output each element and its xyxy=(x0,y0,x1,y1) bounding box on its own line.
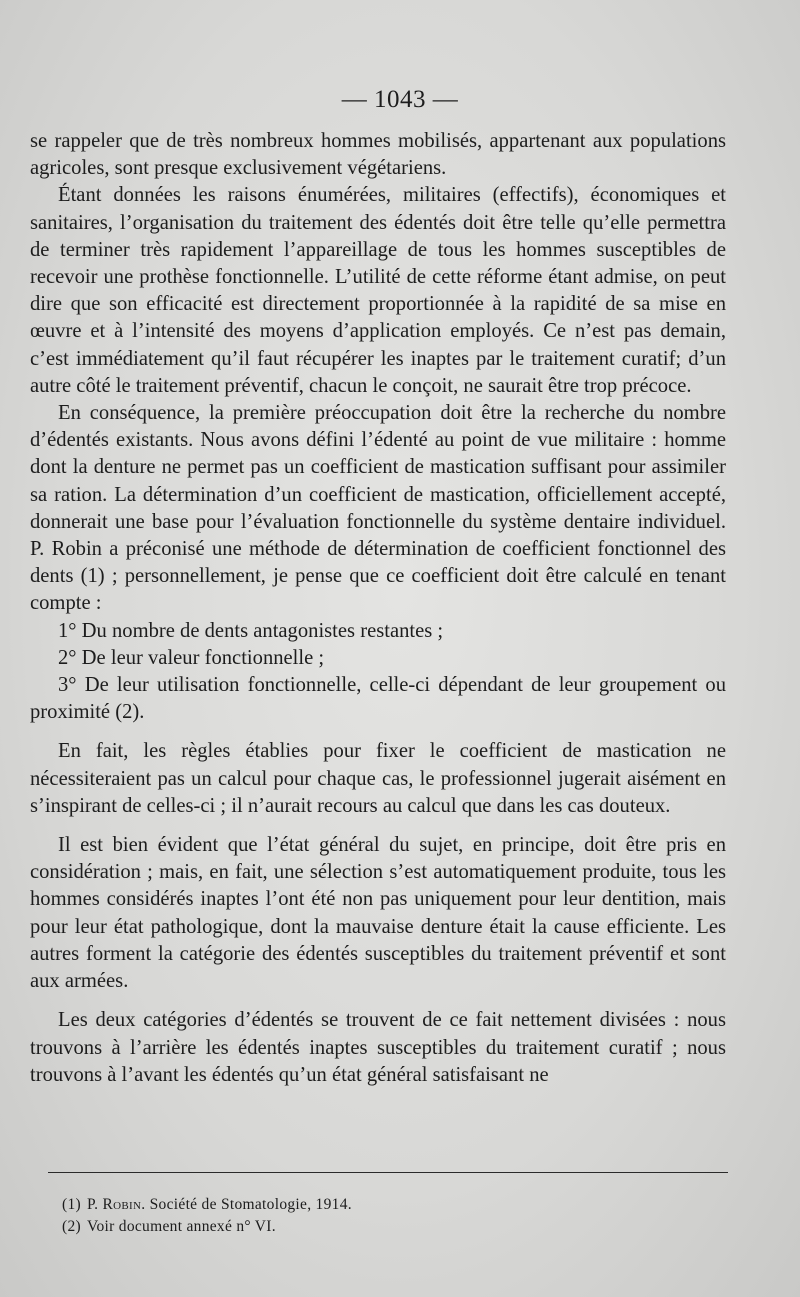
footnote-text: Voir document annexé n° VI. xyxy=(86,1218,276,1235)
footnote-2 xyxy=(62,1216,722,1238)
paragraph-regles: En fait, les règles établies pour fixer le coefficient de mastication ne nécessiteraient pas un calcul pour chaque cas, le professionnel jugerait aisément en s’inspirant de celles-ci ; il n’aurait recours au calcul que dans les cas douteux. xyxy=(30,740,726,817)
footnote-mark: (1) xyxy=(62,1196,81,1213)
footnote-author: P. Robin. xyxy=(86,1196,146,1213)
list-item-2: 2° De leur valeur fonctionnelle ; xyxy=(58,646,325,669)
paragraph-organisation: Étant données les raisons énumérées, militaires (effectifs), économiques et sanitaires, l’organisation du traitement des édentés doit être telle qu’elle permettra de terminer très rapidement l’appareillage de tous les hommes susceptibles de recevoir une prothèse fonctionnelle. L’utilité de cette réforme étant admise, on peut dire que son efficacité est directement proportionnée à la rapidité de sa mise en œuvre et à l’intensité des moyens d’application employés. Ce n’est pas demain, c’est immédiatement qu’il faut récupérer les inaptes par le traitement curatif; d’un autre côté le traitement préventif, chacun le conçoit, ne saurait être trop précoce. xyxy=(30,184,726,397)
footnote-text: Société de Stomatologie, 1914. xyxy=(149,1196,352,1213)
paragraph-etat-general: Il est bien évident que l’état général du sujet, en principe, doit être pris en considération ; mais, en fait, une sélection s’est automatiquement produite, tous les hommes considérés inaptes l’ont été non pas uniquement pour leur dentition, mais pour leur état pathologique, dont la mauvaise denture était la cause efficiente. Les autres forment la catégorie des édentés susceptibles du traitement préventif et sont aux armées. xyxy=(30,834,726,993)
list-item-3: 3° De leur utilisation fonctionnelle, celle-ci dépendant de leur groupement ou proximité (2). xyxy=(30,674,726,724)
page-number: — 1043 — xyxy=(341,86,459,113)
paragraph-categories: Les deux catégories d’édentés se trouvent de ce fait nettement divisées : nous trouvons à l’arrière les édentés inaptes susceptibles du traitement curatif ; nous trouvons à l’avant les édentés qu’un état général satisfaisant ne xyxy=(30,1009,726,1086)
list-item-1: 1° Du nombre de dents antagonistes restantes ; xyxy=(58,619,444,642)
paragraph-continuation: se rappeler que de très nombreux hommes mobilisés, appartenant aux populations agricoles, sont presque exclusivement végétariens. xyxy=(30,130,726,180)
footnote-1 xyxy=(62,1194,722,1216)
footnote-mark: (2) xyxy=(62,1218,81,1235)
footnote-divider xyxy=(48,1172,728,1173)
body-text xyxy=(30,128,726,1089)
footnotes xyxy=(62,1194,722,1238)
paragraph-consequence: En conséquence, la première préoccupation doit être la recherche du nombre d’édentés existants. Nous avons défini l’édenté au point de vue militaire : homme dont la denture ne permet pas un coefficient de mastication suffisant pour assimiler sa ration. La détermination d’un coefficient de mastication, officiellement accepté, donnerait une base pour l’évaluation fonctionnelle du système dentaire individuel. P. Robin a préconisé une méthode de détermination de coefficient fonctionnel des dents (1) ; personnellement, je pense que ce coefficient doit être calculé en tenant compte : xyxy=(30,402,726,615)
